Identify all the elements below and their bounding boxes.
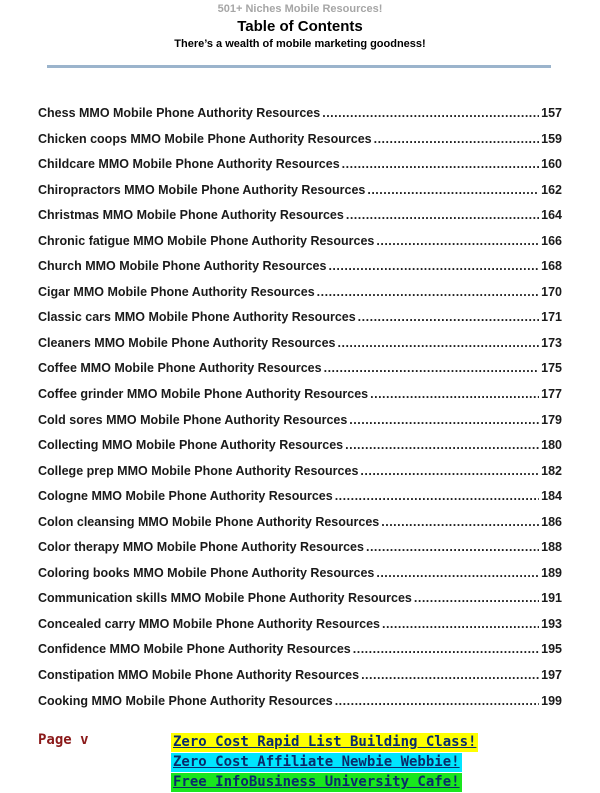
toc-entry[interactable]: [38, 413, 562, 439]
toc-entry-title: Cooking MMO Mobile Phone Authority Resources: [38, 693, 333, 708]
promo-link-affiliate-webbie[interactable]: Zero Cost Affiliate Newbie Webbie!: [173, 754, 460, 770]
toc-entry-title: Cologne MMO Mobile Phone Authority Resources: [38, 489, 333, 504]
toc-entry-title: Coffee MMO Mobile Phone Authority Resources: [38, 361, 322, 376]
toc-entry-title: Church MMO Mobile Phone Authority Resources: [38, 259, 327, 274]
toc-dot-leader: [342, 157, 539, 171]
toc-entry-page-number: 173: [541, 335, 562, 350]
toc-entry-page-number: 159: [541, 131, 562, 146]
toc-entry-title: Cleaners MMO Mobile Phone Authority Resources: [38, 335, 336, 350]
toc-dot-leader: [345, 438, 539, 452]
toc-entry-title: Coloring books MMO Mobile Phone Authority Resources: [38, 565, 375, 580]
toc-entry[interactable]: [38, 438, 562, 464]
toc-dot-leader: [335, 694, 539, 708]
toc-entry-page-number: 189: [541, 565, 562, 580]
toc-entry[interactable]: [38, 157, 562, 183]
toc-entry-page-number: 180: [541, 438, 562, 453]
toc-entry-page-number: 162: [541, 182, 562, 197]
toc-dot-leader: [322, 106, 539, 120]
toc-entry-title: Chicken coops MMO Mobile Phone Authority Resources: [38, 131, 372, 146]
toc-entry-title: Communication skills MMO Mobile Phone Authority Resources: [38, 591, 412, 606]
toc-dot-leader: [324, 361, 540, 375]
toc-dot-leader: [370, 387, 539, 401]
toc-dot-leader: [376, 566, 539, 580]
toc-dot-leader: [317, 285, 539, 299]
toc-dot-leader: [367, 183, 539, 197]
toc-entry[interactable]: [38, 540, 562, 566]
toc-entry[interactable]: [38, 208, 562, 234]
toc-entry[interactable]: [38, 642, 562, 668]
toc-entry-page-number: 170: [541, 284, 562, 299]
toc-entry-page-number: 157: [541, 106, 562, 120]
toc-entry-title: Confidence MMO Mobile Phone Authority Resources: [38, 642, 351, 657]
document-header-line: 501+ Niches Mobile Resources!: [217, 3, 383, 15]
toc-entry[interactable]: [38, 259, 562, 285]
toc-dot-leader: [361, 668, 539, 682]
toc-entry[interactable]: [38, 132, 562, 158]
toc-dot-leader: [360, 464, 539, 478]
toc-entry[interactable]: [38, 310, 562, 336]
toc-entry-title: Chronic fatigue MMO Mobile Phone Authority Resources: [38, 233, 375, 248]
toc-entry-page-number: 199: [541, 693, 562, 708]
toc-entry-page-number: 166: [541, 233, 562, 248]
toc-entry-title: Collecting MMO Mobile Phone Authority Resources: [38, 438, 344, 453]
toc-entry-title: Color therapy MMO Mobile Phone Authority Resources: [38, 540, 364, 555]
toc-entry[interactable]: [38, 617, 562, 643]
toc-entry[interactable]: [38, 183, 562, 209]
toc-entry-title: Cigar MMO Mobile Phone Authority Resources: [38, 284, 315, 299]
toc-entry[interactable]: [38, 668, 562, 694]
page-title: Table of Contents: [237, 18, 363, 35]
toc-entry-title: Coffee grinder MMO Mobile Phone Authority Resources: [38, 387, 369, 402]
toc-dot-leader: [381, 515, 539, 529]
toc-entry-title: Childcare MMO Mobile Phone Authority Resources: [38, 157, 340, 172]
promo-link-infobusiness-cafe[interactable]: Free InfoBusiness University Cafe!: [173, 774, 460, 790]
toc-entry-title: College prep MMO Mobile Phone Authority Resources: [38, 463, 359, 478]
toc-entry-page-number: 182: [541, 463, 562, 478]
toc-dot-leader: [335, 489, 539, 503]
toc-dot-leader: [328, 259, 539, 273]
toc-entry-page-number: 179: [541, 412, 562, 427]
toc-dot-leader: [353, 642, 539, 656]
table-of-contents: [38, 106, 562, 719]
toc-entry-title: Colon cleansing MMO Mobile Phone Authority Resources: [38, 514, 380, 529]
toc-entry-page-number: 195: [541, 642, 562, 657]
toc-entry[interactable]: [38, 387, 562, 413]
toc-entry-title: Constipation MMO Mobile Phone Authority Resources: [38, 668, 360, 683]
toc-dot-leader: [366, 540, 539, 554]
toc-entry[interactable]: [38, 234, 562, 260]
toc-dot-leader: [346, 208, 539, 222]
toc-entry-title: Concealed carry MMO Mobile Phone Authority Resources: [38, 616, 380, 631]
toc-dot-leader: [414, 591, 539, 605]
toc-entry-page-number: 160: [541, 157, 562, 172]
toc-entry-page-number: 191: [541, 591, 562, 606]
toc-entry-page-number: 188: [541, 540, 562, 555]
toc-dot-leader: [374, 132, 540, 146]
toc-entry-page-number: 184: [541, 489, 562, 504]
toc-entry[interactable]: [38, 464, 562, 490]
toc-dot-leader: [349, 413, 539, 427]
promo-link-list-building[interactable]: Zero Cost Rapid List Building Class!: [173, 734, 477, 750]
toc-entry-title: Chess MMO Mobile Phone Authority Resources: [38, 106, 321, 120]
toc-dot-leader: [338, 336, 540, 350]
toc-entry[interactable]: [38, 566, 562, 592]
toc-entry-page-number: 186: [541, 514, 562, 529]
toc-entry-page-number: 197: [541, 668, 562, 683]
toc-dot-leader: [358, 310, 539, 324]
toc-entry-title: Chiropractors MMO Mobile Phone Authority Resources: [38, 182, 366, 197]
page-subtitle: There’s a wealth of mobile marketing goodness!: [174, 38, 426, 50]
toc-entry-page-number: 164: [541, 208, 562, 223]
header-divider: [47, 65, 551, 68]
toc-entry[interactable]: [38, 591, 562, 617]
toc-entry-title: Classic cars MMO Mobile Phone Authority Resources: [38, 310, 356, 325]
toc-entry[interactable]: [38, 489, 562, 515]
toc-entry-page-number: 171: [541, 310, 562, 325]
toc-dot-leader: [376, 234, 539, 248]
toc-entry-page-number: 177: [541, 387, 562, 402]
toc-entry[interactable]: [38, 106, 562, 132]
toc-entry-page-number: 168: [541, 259, 562, 274]
toc-entry-title: Cold sores MMO Mobile Phone Authority Resources: [38, 412, 348, 427]
toc-dot-leader: [382, 617, 539, 631]
toc-entry[interactable]: [38, 694, 562, 720]
toc-entry-page-number: 175: [541, 361, 562, 376]
toc-entry[interactable]: [38, 285, 562, 311]
toc-entry[interactable]: [38, 515, 562, 541]
toc-entry-page-number: 193: [541, 616, 562, 631]
toc-entry[interactable]: [38, 336, 562, 362]
toc-entry[interactable]: [38, 361, 562, 387]
toc-entry-title: Christmas MMO Mobile Phone Authority Resources: [38, 208, 344, 223]
page-number-label: Page v: [38, 732, 89, 748]
